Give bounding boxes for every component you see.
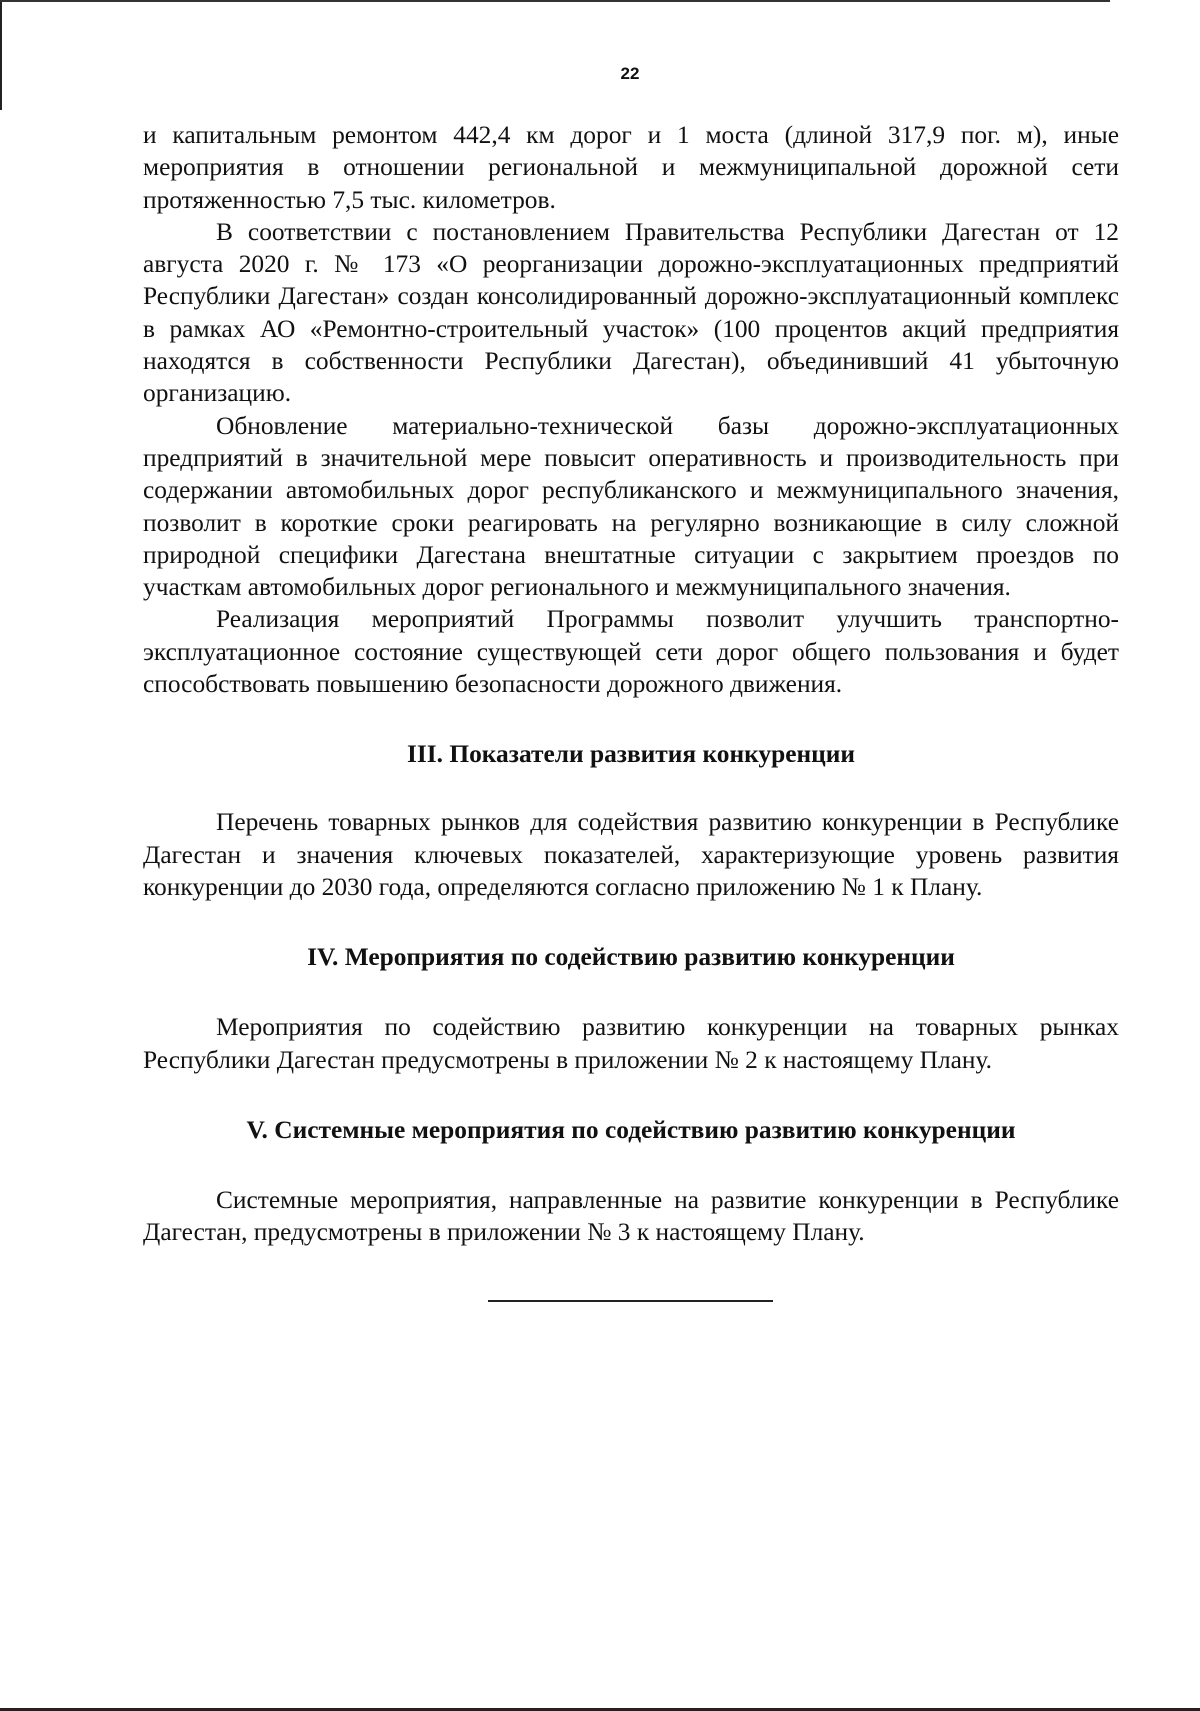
section-4-heading: IV. Мероприятия по содействию развитию конкуренции [307,943,955,972]
section-5-text: Системные мероприятия, направленные на развитие конкуренции в Республике Дагестан, предусмотрены в приложении № 3 к настоящему Плану. [143,1185,1119,1247]
section-5-heading: V. Системные мероприятия по содействию развитию конкуренции [246,1115,1016,1144]
document-body [143,119,1119,1302]
scan-edge-left [0,0,2,110]
section-3-text: Перечень товарных рынков для содействия развитию конкуренции в Республике Дагестан и значения ключевых показателей, характеризующие уровень развития конкуренции до 2030 года, определяются согласно приложению № 1 к Плану. [143,808,1119,901]
paragraph-program-implementation: Реализация мероприятий Программы позволит улучшить транспортно-эксплуатационное состояние существующей сети дорог общего пользования и будет способствовать повышению безопасности дорожного движения. [143,605,1119,699]
section-3-heading: III. Показатели развития конкуренции [407,740,855,769]
scan-edge-top [0,0,1110,2]
end-of-document-rule [488,1300,773,1302]
paragraph-base-renewal: Обновление материально-технической базы дорожно-эксплуатационных предприятий в значительной мере повысит оперативность и производительность при содержании автомобильных дорог республиканского и межмуниципального значения, позволит в короткие сроки реагировать на регулярно возникающие в силу сложной природной специфики Дагестана внештатные ситуации с закрытием проездов по участкам автомобильных дорог регионального и межмуниципального значения. [143,411,1119,602]
paragraph-continuation: и капитальным ремонтом 442,4 км дорог и 1 моста (длиной 317,9 пог. м), иные мероприятия в отношении региональной и межмуниципальной дорожной сети протяженностью 7,5 тыс. километров. [143,121,1119,214]
section-4-text: Мероприятия по содействию развитию конкуренции на товарных рынках Республики Дагестан предусмотрены в приложении № 2 к настоящему Плану. [143,1013,1119,1074]
paragraph-reorganization: В соответствии с постановлением Правительства Республики Дагестан от 12 августа 2020 г. № 173 «О реорганизации дорожно-эксплуатационных предприятий Республики Дагестан» создан консолидированный дорожно-эксплуатационный комплекс в рамках АО «Ремонтно-строительный участок» (100 процентов акций предприятия находятся в собственности Республики Дагестан), объединивший 41 убыточную организацию. [143,217,1119,408]
page-number: 22 [620,64,640,83]
